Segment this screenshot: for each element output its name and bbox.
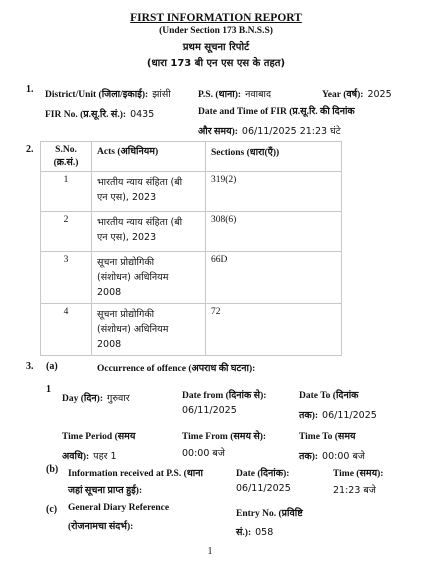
act-line: एन एस), 2023 [97, 232, 157, 243]
table-row [41, 252, 342, 304]
entry-no-label-2: सं.): [236, 528, 252, 538]
sno-cell: 2 [41, 212, 92, 252]
time-from-label: Time From (समय से): [182, 432, 267, 442]
time-to-value: 00:00 बजे [322, 451, 365, 462]
sno-header-hindi: (क्र.सं.) [53, 158, 79, 168]
act-line: एन एस), 2023 [97, 192, 157, 203]
section-2-number: 2. [26, 144, 34, 155]
date-to-label: Date To (दिनांक [299, 391, 359, 401]
occurrence-label: Occurrence of offence (अपराध की घटना): [97, 364, 256, 374]
time-to-label-2: तक): [299, 452, 319, 462]
subsection-b-label: (b) [46, 464, 59, 475]
entry-no-value: 058 [255, 527, 274, 538]
subsection-a-label: (a) [46, 361, 58, 372]
fir-datetime-field [198, 121, 341, 139]
time-to-field [299, 446, 365, 464]
acts-table-header [41, 142, 342, 172]
ps-label: P.S. (थाना): [198, 90, 242, 100]
act-line: (संशोधन) अधिनियम [97, 272, 169, 283]
date-from-value: 06/11/2025 [182, 405, 237, 416]
acts-header: Acts (अधिनियम) [92, 142, 206, 172]
info-time-label: Time (समय): [333, 469, 384, 479]
entry-no-label: Entry No. (प्रविष्टि [236, 509, 303, 519]
ps-field [198, 84, 271, 102]
sno-cell: 1 [41, 172, 92, 212]
ps-value: नवाबाद [245, 89, 272, 100]
act-line: सूचना प्रोद्योगिकी [97, 257, 155, 268]
time-to-label: Time To (समय [299, 432, 356, 442]
info-date-value: 06/11/2025 [236, 483, 291, 494]
page-number: 1 [207, 546, 213, 557]
year-label: Year (वर्ष): [322, 90, 364, 100]
entry-no-field [236, 522, 273, 540]
report-title: FIRST INFORMATION REPORT [130, 12, 302, 24]
section-1-number: 1. [26, 84, 34, 95]
act-line: 2008 [97, 287, 122, 298]
info-received-label-2: जहां सूचना प्राप्त हुई): [68, 486, 143, 496]
report-title-hindi: प्रथम सूचना रिपोर्ट [182, 42, 250, 53]
gd-reference-label: General Diary Reference [68, 503, 170, 513]
time-period-field [62, 446, 117, 464]
act-line: (संशोधन) अधिनियम [97, 324, 169, 335]
time-period-label: Time Period (समय [62, 432, 136, 442]
fir-datetime-label-2: और समय): [198, 127, 238, 137]
info-date-label: Date (दिनांक): [236, 469, 290, 479]
act-line: सूचना प्रोद्योगिकी [97, 309, 155, 320]
act-cell [92, 172, 206, 212]
subsection-c-label: (c) [46, 504, 58, 515]
time-from-value: 00:00 बजे [182, 448, 225, 459]
info-received-label: Information received at P.S. (थाना [68, 469, 204, 479]
info-time-value: 21:23 बजे [333, 485, 376, 496]
fir-label: FIR No. (प्र.सू.रि. सं.): [45, 110, 127, 120]
day-value: गुरुवार [107, 393, 130, 404]
date-from-label: Date from (दिनांक से): [182, 391, 267, 401]
time-period-label-2: अवधि): [62, 452, 90, 462]
table-row [41, 172, 342, 212]
table-row [41, 212, 342, 252]
sno-cell: 4 [41, 304, 92, 356]
year-field [322, 84, 392, 102]
district-field [45, 84, 171, 102]
sno-header-label: S.No. [55, 145, 77, 155]
act-line: 2008 [97, 339, 122, 350]
acts-table [40, 141, 342, 356]
day-field [62, 388, 130, 406]
district-value: झांसी [152, 89, 171, 100]
date-to-label-2: तक): [299, 411, 319, 421]
district-label: District/Unit (जिला/इकाई): [45, 90, 149, 100]
act-cell [92, 212, 206, 252]
date-to-field [299, 405, 377, 423]
section-cell: 308(6) [206, 212, 342, 252]
day-label: Day (दिन): [62, 394, 104, 404]
year-value: 2025 [367, 89, 392, 100]
date-to-value: 06/11/2025 [322, 410, 377, 421]
section-cell: 72 [206, 304, 342, 356]
sno-cell: 3 [41, 252, 92, 304]
report-subtitle-hindi: (धारा 173 बी एन एस एस के तहत) [146, 58, 286, 69]
section-cell: 66D [206, 252, 342, 304]
section-cell: 319(2) [206, 172, 342, 212]
sections-header: Sections (धारा(एँ)) [206, 142, 342, 172]
fir-datetime-value: 06/11/2025 21:23 घंटे [241, 126, 341, 137]
section-3-number: 3. [26, 361, 34, 372]
gd-reference-label-2: (रोजनामचा संदर्भ): [68, 522, 134, 532]
occurrence-row-number: 1 [46, 384, 51, 395]
fir-value: 0435 [130, 109, 155, 120]
table-row [41, 304, 342, 356]
sno-header [41, 142, 92, 172]
fir-field [45, 104, 154, 122]
time-period-value: पहर 1 [93, 451, 117, 462]
act-line: भारतीय न्याय संहिता (बी [97, 177, 183, 188]
fir-datetime-label: Date and Time of FIR (प्र.सू.रि. की दिनांक [198, 107, 355, 117]
act-line: भारतीय न्याय संहिता (बी [97, 217, 183, 228]
report-subtitle: (Under Section 173 B.N.S.S) [159, 26, 273, 36]
act-cell [92, 304, 206, 356]
act-cell [92, 252, 206, 304]
